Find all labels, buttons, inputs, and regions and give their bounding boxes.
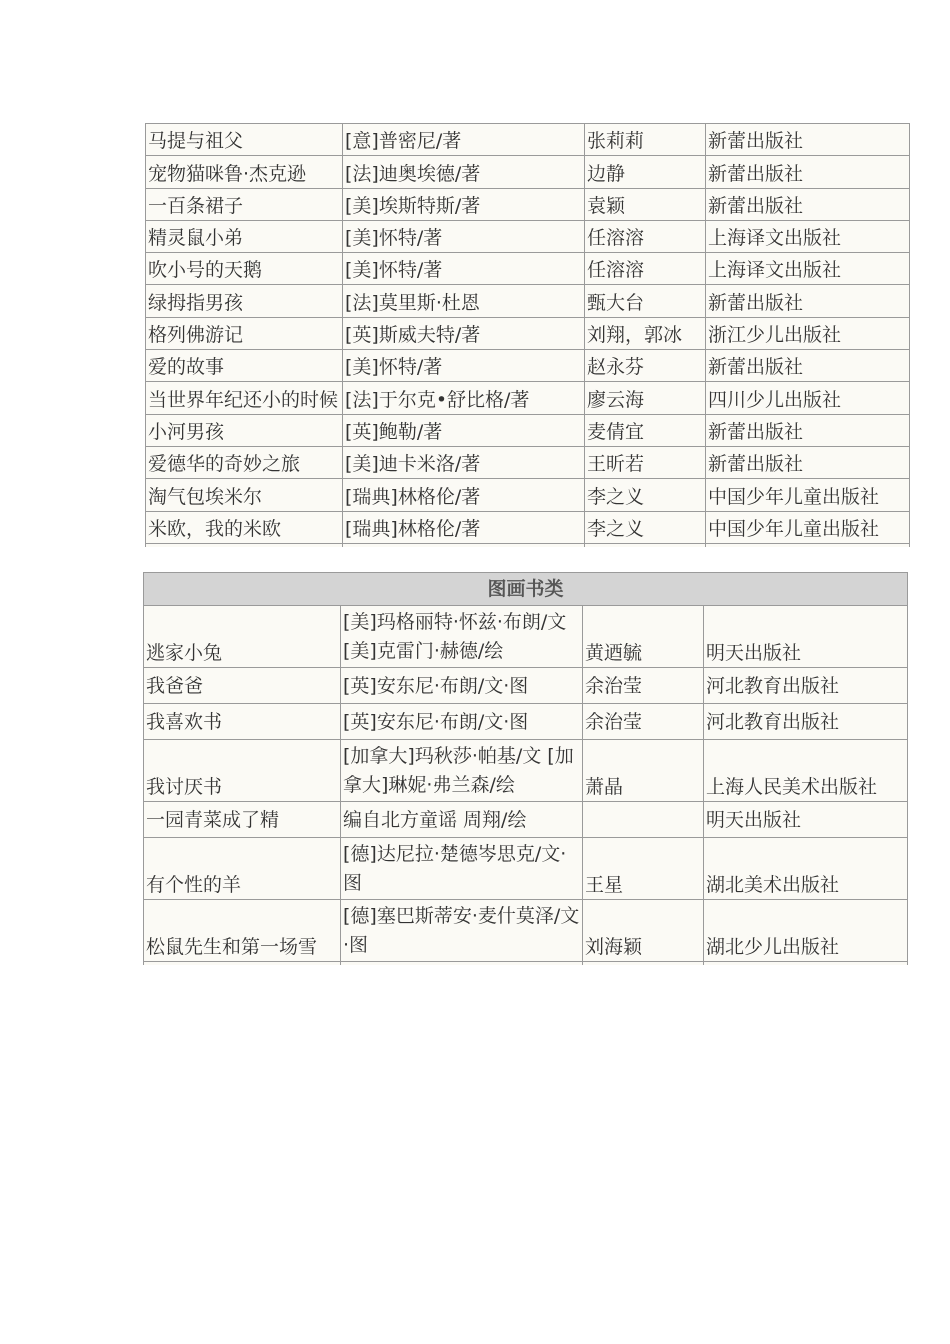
author-cell: [德]塞巴斯蒂安·麦什莫泽/文·图 [341, 900, 583, 962]
table-row [146, 446, 910, 478]
author-cell: [美]怀特/著 [343, 253, 585, 285]
table-row [144, 802, 908, 838]
author-cell: [美]迪卡米洛/著 [343, 446, 585, 478]
publisher-cell: 湖北美术出版社 [704, 838, 908, 900]
table-row [146, 253, 910, 285]
title-cell: 精灵鼠小弟 [146, 220, 343, 252]
translator-cell: 余治莹 [583, 704, 704, 740]
title-cell: 当世界年纪还小的时候 [146, 382, 343, 414]
table-row [144, 900, 908, 962]
translator-cell: 余治莹 [583, 668, 704, 704]
author-cell: [加拿大]玛秋莎·帕基/文 [加拿大]琳妮·弗兰森/绘 [341, 740, 583, 802]
title-cell: 有个性的羊 [144, 838, 341, 900]
cut-cell [583, 962, 704, 966]
title-cell: 我讨厌书 [144, 740, 341, 802]
publisher-cell: 上海人民美术出版社 [704, 740, 908, 802]
picture-book-body [144, 573, 908, 966]
translator-cell: 袁颖 [585, 188, 706, 220]
book-list-table [145, 123, 910, 547]
author-cell: [德]达尼拉·楚德岑思克/文·图 [341, 838, 583, 900]
table-row [146, 124, 910, 156]
translator-cell: 张莉莉 [585, 124, 706, 156]
title-cell: 逃家小兔 [144, 606, 341, 668]
translator-cell: 任溶溶 [585, 220, 706, 252]
translator-cell: 麦倩宜 [585, 414, 706, 446]
publisher-cell: 新蕾出版社 [706, 156, 910, 188]
table-row [146, 285, 910, 317]
table-row [146, 220, 910, 252]
translator-cell: 赵永芬 [585, 350, 706, 382]
title-cell: 小河男孩 [146, 414, 343, 446]
cut-cell [585, 543, 706, 547]
title-cell: 我爸爸 [144, 668, 341, 704]
author-cell: [瑞典]林格伦/著 [343, 511, 585, 543]
translator-cell: 刘翔，郭冰 [585, 317, 706, 349]
title-cell: 吹小号的天鹅 [146, 253, 343, 285]
publisher-cell: 河北教育出版社 [704, 668, 908, 704]
translator-cell: 李之义 [585, 511, 706, 543]
cut-cell [706, 543, 910, 547]
title-cell: 格列佛游记 [146, 317, 343, 349]
table-row [144, 704, 908, 740]
author-cell: [法]于尔克•舒比格/著 [343, 382, 585, 414]
table-row-cut [144, 962, 908, 966]
author-cell: [美]埃斯特斯/著 [343, 188, 585, 220]
table-row [146, 188, 910, 220]
book-list-body [146, 124, 910, 547]
title-cell: 松鼠先生和第一场雪 [144, 900, 341, 962]
table-row [146, 350, 910, 382]
translator-cell: 王星 [583, 838, 704, 900]
picture-book-header-row [144, 573, 908, 606]
publisher-cell: 明天出版社 [704, 606, 908, 668]
translator-cell: 边静 [585, 156, 706, 188]
author-cell: [法]莫里斯·杜恩 [343, 285, 585, 317]
table-row [146, 382, 910, 414]
table-row [144, 668, 908, 704]
translator-cell: 王昕若 [585, 446, 706, 478]
publisher-cell: 上海译文出版社 [706, 253, 910, 285]
translator-cell: 刘海颖 [583, 900, 704, 962]
publisher-cell: 河北教育出版社 [704, 704, 908, 740]
publisher-cell: 四川少儿出版社 [706, 382, 910, 414]
author-cell: [英]斯威夫特/著 [343, 317, 585, 349]
picture-book-table [143, 572, 908, 965]
publisher-cell: 新蕾出版社 [706, 188, 910, 220]
cut-cell [146, 543, 343, 547]
publisher-cell: 新蕾出版社 [706, 350, 910, 382]
publisher-cell: 明天出版社 [704, 802, 908, 838]
table-row [144, 606, 908, 668]
table-row [146, 479, 910, 511]
author-cell: [美]怀特/著 [343, 350, 585, 382]
author-cell: [美]怀特/著 [343, 220, 585, 252]
cut-cell [341, 962, 583, 966]
translator-cell: 廖云海 [585, 382, 706, 414]
publisher-cell: 上海译文出版社 [706, 220, 910, 252]
translator-cell: 萧晶 [583, 740, 704, 802]
cut-cell [144, 962, 341, 966]
author-cell: [英]鲍勒/著 [343, 414, 585, 446]
title-cell: 我喜欢书 [144, 704, 341, 740]
translator-cell: 任溶溶 [585, 253, 706, 285]
author-cell: 编自北方童谣 周翔/绘 [341, 802, 583, 838]
publisher-cell: 中国少年儿童出版社 [706, 511, 910, 543]
cut-cell [343, 543, 585, 547]
publisher-cell: 新蕾出版社 [706, 446, 910, 478]
publisher-cell: 新蕾出版社 [706, 414, 910, 446]
publisher-cell: 新蕾出版社 [706, 285, 910, 317]
title-cell: 一园青菜成了精 [144, 802, 341, 838]
title-cell: 米欧，我的米欧 [146, 511, 343, 543]
title-cell: 淘气包埃米尔 [146, 479, 343, 511]
table-row [146, 156, 910, 188]
table-row-cut [146, 543, 910, 547]
translator-cell: 甄大台 [585, 285, 706, 317]
section-heading: 图画书类 [144, 573, 908, 606]
title-cell: 爱的故事 [146, 350, 343, 382]
title-cell: 宠物猫咪鲁·杰克逊 [146, 156, 343, 188]
table-row [146, 511, 910, 543]
author-cell: [英]安东尼·布朗/文·图 [341, 704, 583, 740]
publisher-cell: 中国少年儿童出版社 [706, 479, 910, 511]
title-cell: 一百条裙子 [146, 188, 343, 220]
author-cell: [美]玛格丽特·怀兹·布朗/文[美]克雷门·赫德/绘 [341, 606, 583, 668]
author-cell: [英]安东尼·布朗/文·图 [341, 668, 583, 704]
title-cell: 爱德华的奇妙之旅 [146, 446, 343, 478]
table-row [146, 317, 910, 349]
title-cell: 绿拇指男孩 [146, 285, 343, 317]
cut-cell [704, 962, 908, 966]
author-cell: [瑞典]林格伦/著 [343, 479, 585, 511]
publisher-cell: 浙江少儿出版社 [706, 317, 910, 349]
author-cell: [意]普密尼/著 [343, 124, 585, 156]
table-row [146, 414, 910, 446]
publisher-cell: 湖北少儿出版社 [704, 900, 908, 962]
translator-cell: 李之义 [585, 479, 706, 511]
publisher-cell: 新蕾出版社 [706, 124, 910, 156]
title-cell: 马提与祖父 [146, 124, 343, 156]
table-row [144, 740, 908, 802]
translator-cell: 黄迺毓 [583, 606, 704, 668]
translator-cell [583, 802, 704, 838]
table-row [144, 838, 908, 900]
author-cell: [法]迪奥埃德/著 [343, 156, 585, 188]
